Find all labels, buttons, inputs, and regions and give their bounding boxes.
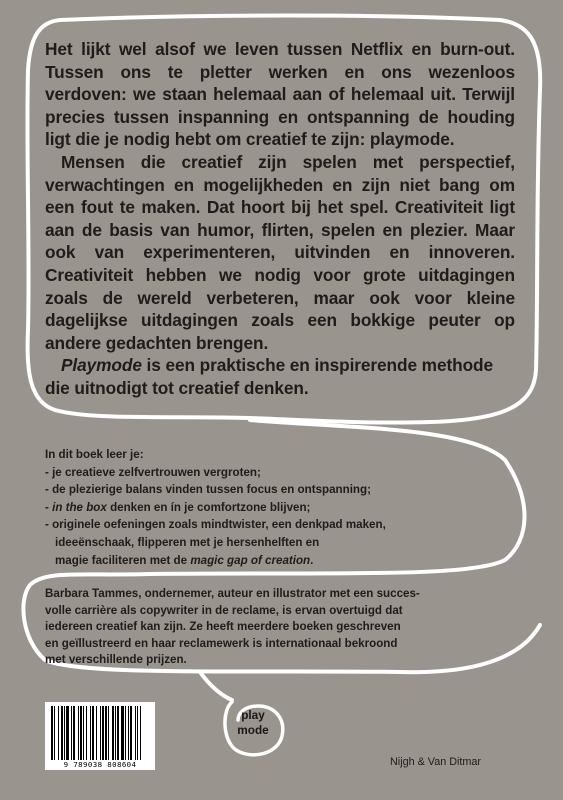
barcode-bar: [90, 706, 91, 760]
learn-item-line: ideeënschaak, flipperen met je hersenhelften en: [55, 535, 320, 549]
isbn-barcode: [45, 702, 155, 770]
barcode-bar: [83, 706, 84, 760]
barcode-bar: [121, 706, 124, 760]
barcode-bar: [135, 706, 136, 760]
method-paragraph-rest: is een praktische en inspirerende methode die uitnodigt tot creatief denken.: [45, 355, 493, 398]
barcode-bar: [80, 706, 82, 760]
learn-item-dash: -: [45, 500, 53, 514]
barcode-bar: [54, 706, 55, 760]
playmode-logo: [227, 708, 279, 748]
barcode-bar: [137, 706, 138, 760]
barcode-bar: [92, 706, 94, 760]
barcode-bars: [49, 706, 151, 760]
barcode-bar: [130, 706, 132, 760]
barcode-bar: [115, 706, 116, 760]
barcode-bar: [71, 706, 72, 760]
barcode-bar: [58, 706, 59, 760]
barcode-bar: [108, 706, 109, 760]
learn-item-italic: in the box: [52, 500, 107, 514]
barcode-bar: [66, 706, 69, 760]
barcode-bar: [125, 706, 126, 760]
learn-list: [45, 464, 515, 570]
creativity-paragraph: Mensen die creatief zijn spelen met perspectief, verwachtingen en mogelijkheden en zijn niet bang om een fout te maken. Dat hoort bij het spel. Creativiteit ligt aan de basis van humor, flirten, spelen en plezier. Maar ook van experimenteren, uitvinden en innoveren. Creativiteit hebben we nodig voor grote uitdagingen zoals de wereld verbeteren, maar ook voor kleine dagelijkse uitdagingen zoals een bokkige peuter op andere gedachten brengen.: [45, 151, 515, 353]
author-bio-line: met verschillende prijzen.: [45, 653, 187, 667]
barcode-bar: [102, 706, 104, 760]
barcode-bar: [61, 706, 63, 760]
author-bio-line: Barbara Tammes, ondernemer, auteur en illustrator met een succes-: [45, 587, 420, 600]
learn-list-section: [45, 446, 515, 569]
learn-item: [45, 516, 515, 569]
learn-item: [45, 499, 515, 517]
publisher-name: Nijgh & Van Ditmar: [390, 756, 482, 768]
author-bio-line: volle carrière als copywriter in de reclame, is ervan overtuigd dat: [45, 603, 403, 617]
author-bio-line: iedereen creatief kan zijn. Ze heeft meerdere boeken geschreven: [45, 620, 401, 634]
learn-item-text: .: [310, 553, 314, 567]
method-paragraph: [45, 354, 515, 399]
learn-item-line: [55, 552, 515, 570]
author-bio-line: en geïllustreerd en haar reclamewerk is internationaal bekroond: [45, 636, 398, 650]
playmode-title-italic: Playmode: [61, 355, 142, 376]
intro-paragraph: Het lijkt wel alsof we leven tussen Netflix en burn-out. Tussen ons te pletter werken en ons wezenloos verdoven: we staan helemaal aan of helemaal uit. Terwijl precies tussen inspanning en ontspanning de houding ligt die je nodig hebt om creatief te zijn: playmode.: [45, 39, 515, 150]
learn-item-line: - originele oefeningen zoals mindtwister, een denkpad maken,: [45, 518, 386, 532]
barcode-bar: [78, 706, 79, 760]
logo-line-mode: mode: [237, 722, 269, 737]
learn-item-italic: magic gap of creation: [190, 553, 311, 567]
barcode-bar: [105, 706, 107, 760]
barcode-bar: [140, 706, 141, 760]
learn-intro: In dit boek leer je:: [45, 448, 144, 461]
main-text: [45, 38, 515, 400]
learn-item: - de plezierige balans vinden tussen focus en ontspanning;: [45, 483, 371, 497]
learn-item-text: magie faciliteren met de: [55, 553, 191, 567]
isbn-number: 9 789038 808604: [63, 760, 137, 769]
logo-line-play: play: [241, 708, 265, 722]
barcode-bar: [96, 706, 97, 760]
learn-item: - je creatieve zelfvertrouwen vergroten;: [45, 465, 261, 479]
barcode-bar: [100, 706, 101, 760]
barcode-bar: [117, 706, 119, 760]
barcode-bar: [73, 706, 75, 760]
barcode-bar: [128, 706, 129, 760]
author-bio: [45, 586, 491, 669]
learn-item-rest: denken en ín je comfortzone blijven;: [106, 500, 311, 514]
barcode-bar: [51, 706, 53, 760]
barcode-bar: [86, 706, 87, 760]
barcode-bar: [64, 706, 65, 760]
barcode-bar: [112, 706, 114, 760]
